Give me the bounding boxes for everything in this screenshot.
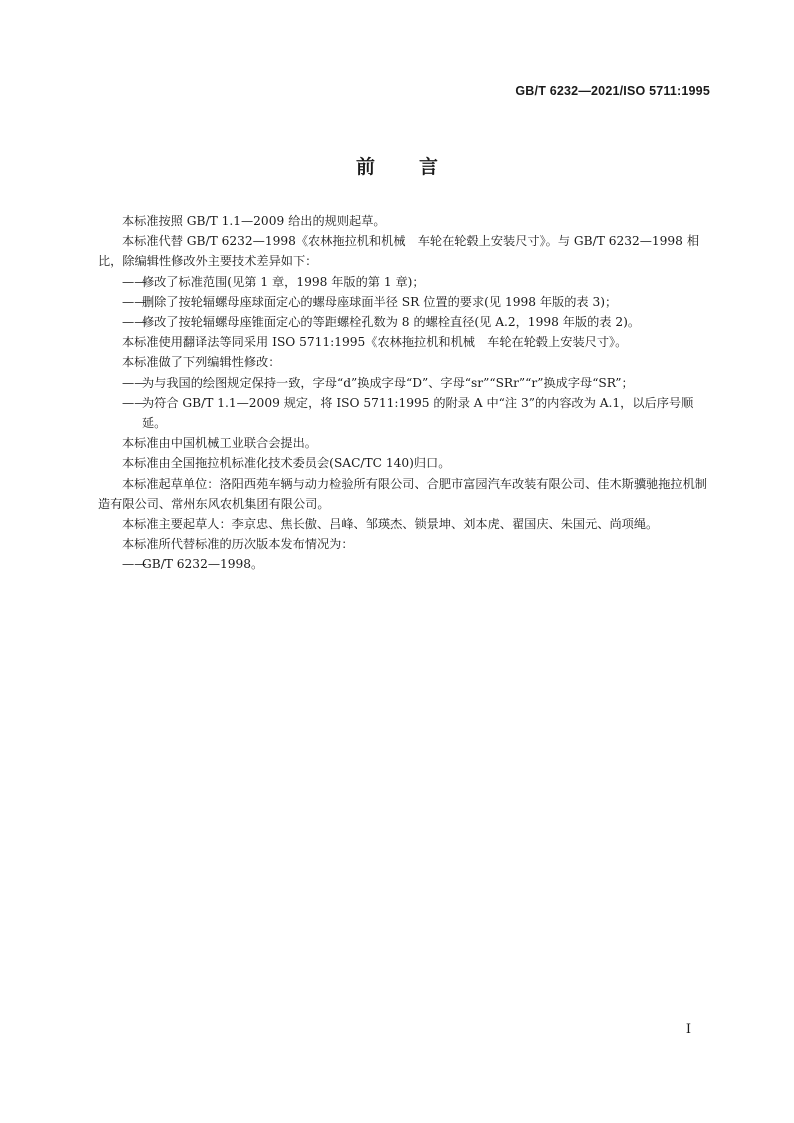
list-item-text: 修改了标准范围(见第 1 章，1998 年版的第 1 章)；: [142, 274, 425, 289]
list-item: [98, 312, 712, 332]
page-title: [0, 152, 794, 179]
list-item: [98, 272, 712, 292]
dash-mark: ——: [122, 294, 147, 309]
paragraph-proposer: 本标准由中国机械工业联合会提出。: [122, 436, 317, 451]
list-item: [98, 373, 712, 393]
list-item-text: 修改了按轮辐螺母座锥面定心的等距螺栓孔数为 8 的螺栓直径(见 A.2，1998 年版的表 2)。: [142, 315, 641, 330]
paragraph-editorial-changes: 本标准做了下列编辑性修改：: [122, 355, 281, 370]
dash-mark: ——: [122, 315, 147, 330]
paragraph-committee: 本标准由全国拖拉机标准化技术委员会(SAC/TC 140)归口。: [122, 456, 451, 471]
title-char-1: 前: [355, 156, 375, 178]
dash-mark: ——: [122, 395, 147, 410]
paragraph-drafters: 本标准主要起草人：李京忠、焦长傲、吕峰、邹瑛杰、锁景坤、刘本虎、翟国庆、朱国元、尚项绳。: [122, 517, 659, 532]
paragraph-drafting-units: 本标准起草单位：洛阳西苑车辆与动力检验所有限公司、合肥市富园汽车改装有限公司、佳木斯骥驰拖拉机制造有限公司、常州东风农机集团有限公司。: [98, 476, 707, 511]
paragraph-history: 本标准所代替标准的历次版本发布情况为：: [122, 537, 354, 552]
paragraph-translation-method: 本标准使用翻译法等同采用 ISO 5711:1995《农林拖拉机和机械 车轮在轮毂上安装尺寸》。: [122, 335, 628, 350]
dash-mark: ——: [122, 557, 147, 572]
list-item-text: GB/T 6232—1998。: [142, 557, 264, 572]
list-item-text: 为符合 GB/T 1.1—2009 规定，将 ISO 5711:1995 的附录 A 中“注 3”的内容改为 A.1，以后序号顺延。: [142, 395, 694, 431]
dash-mark: ——: [122, 375, 147, 390]
paragraph-replacement: 本标准代替 GB/T 6232—1998《农林拖拉机和机械 车轮在轮毂上安装尺寸》。与 GB/T 6232—1998 相比，除编辑性修改外主要技术差异如下：: [98, 234, 700, 269]
paragraph-drafting-rules: 本标准按照 GB/T 1.1—2009 给出的规则起草。: [122, 214, 386, 228]
list-item-text: 删除了按轮辐螺母座球面定心的螺母座球面半径 SR 位置的要求(见 1998 年版的表 3)；: [142, 294, 618, 309]
title-char-2: 言: [419, 156, 439, 178]
list-item: [98, 292, 712, 312]
dash-mark: ——: [122, 274, 147, 289]
list-item-text: 为与我国的绘图规定保持一致，字母“d”换成字母“D”、字母“sr”“SRr”“r”换成字母“SR”；: [142, 375, 634, 390]
standard-code-header: GB/T 6232—2021/ISO 5711:1995: [515, 84, 710, 98]
list-item: [98, 393, 712, 433]
list-item: [98, 554, 712, 574]
foreword-body: [98, 211, 712, 575]
page-number: I: [685, 1022, 691, 1037]
